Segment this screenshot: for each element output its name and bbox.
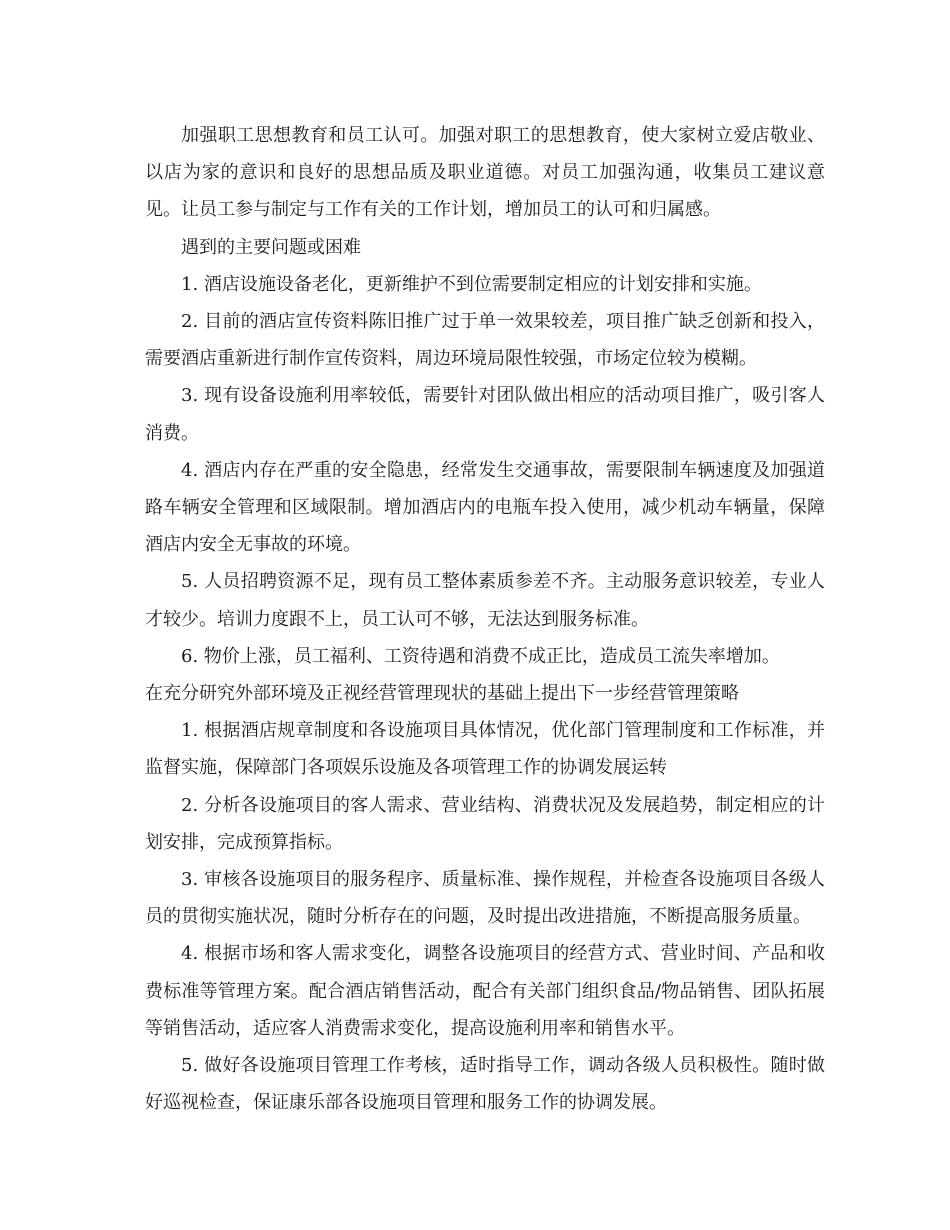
paragraph-staff-education: 加强职工思想教育和员工认可。加强对职工的思想教育，使大家树立爱店敬业、以店为家的意识和良好的思想品质及职业道德。对员工加强沟通，收集员工建议意见。让员工参与制定与工作有关的工作计划，增加员工的认可和归属感。 [145, 125, 825, 221]
strategy-item-1: 1. 根据酒店规章制度和各设施项目具体情况，优化部门管理制度和工作标准，并监督实施，保障部门各项娱乐设施及各项管理工作的协调发展运转 [145, 720, 825, 779]
heading-strategy: 在充分研究外部环境及正视经营管理现状的基础上提出下一步经营管理策略 [145, 683, 739, 705]
problem-item-4: 4. 酒店内存在严重的安全隐患，经常发生交通事故，需要限制车辆速度及加强道路车辆安全管理和区域限制。增加酒店内的电瓶车投入使用，减少机动车辆量，保障酒店内安全无事故的环境。 [145, 459, 825, 556]
problem-item-6: 6. 物价上涨，员工福利、工资待遇和消费不成正比，造成员工流失率增加。 [181, 645, 780, 667]
strategy-item-4: 4. 根据市场和客人需求变化，调整各设施项目的经营方式、营业时间、产品和收费标准等管理方案。配合酒店销售活动，配合有关部门组织食品/物品销售、团队拓展等销售活动，适应客人消费需求变化，提高设施利用率和销售水平。 [145, 943, 825, 1039]
strategy-item-5: 5. 做好各设施项目管理工作考核，适时指导工作，调动各级人员积极性。随时做好巡视检查，保证康乐部各设施项目管理和服务工作的协调发展。 [145, 1055, 825, 1114]
document-body [145, 117, 825, 1121]
problem-item-2: 2. 目前的酒店宣传资料陈旧推广过于单一效果较差，项目推广缺乏创新和投入，需要酒店重新进行制作宣传资料，周边环境局限性较强，市场定位较为模糊。 [145, 311, 825, 370]
heading-main-problems: 遇到的主要问题或困难 [181, 236, 361, 258]
strategy-item-3: 3. 审核各设施项目的服务程序、质量标准、操作规程，并检查各设施项目各级人员的贯彻实施状况，随时分析存在的问题，及时提出改进措施，不断提高服务质量。 [145, 869, 825, 928]
problem-item-5: 5. 人员招聘资源不足，现有员工整体素质参差不齐。主动服务意识较差，专业人才较少。培训力度跟不上，员工认可不够，无法达到服务标准。 [145, 571, 825, 630]
problem-item-1: 1. 酒店设施设备老化，更新维护不到位需要制定相应的计划安排和实施。 [181, 273, 762, 295]
strategy-item-2: 2. 分析各设施项目的客人需求、营业结构、消费状况及发展趋势，制定相应的计划安排，完成预算指标。 [145, 794, 825, 853]
problem-item-3: 3. 现有设备设施利用率较低，需要针对团队做出相应的活动项目推广，吸引客人消费。 [145, 385, 825, 444]
